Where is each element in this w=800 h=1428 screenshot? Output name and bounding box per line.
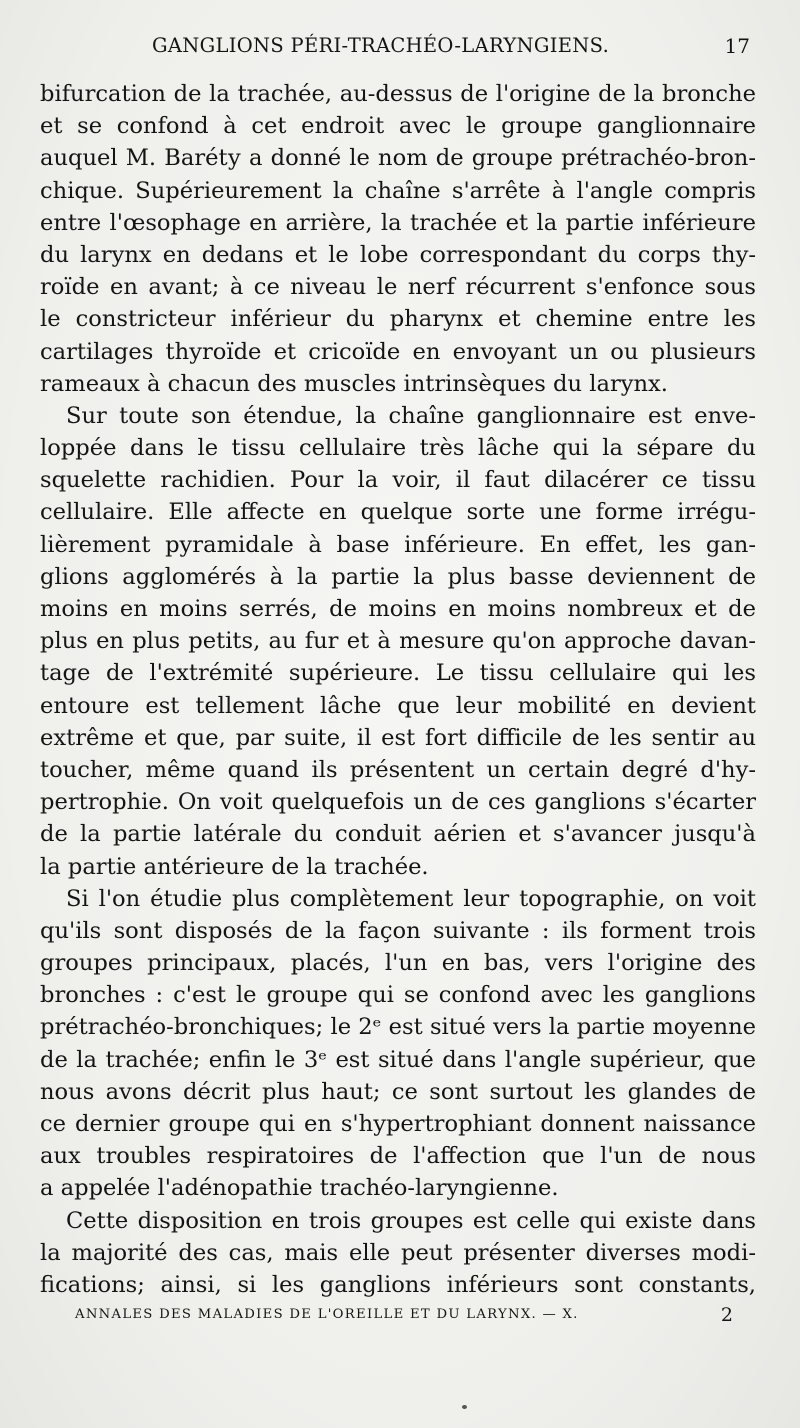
- text-line: moins en moins serrés, de moins en moins nombreux et de: [40, 596, 756, 622]
- text-line: du larynx en dedans et le lobe correspondant du corps thy-: [40, 241, 756, 268]
- text-line: de la partie latérale du conduit aérien et s'avancer jusqu'à: [40, 821, 756, 848]
- text-line: la majorité des cas, mais elle peut présenter diverses modi-: [40, 1239, 756, 1266]
- text-line: loppée dans le tissu cellulaire très lâche qui la sépare du: [40, 435, 756, 462]
- text-line: glions agglomérés à la partie la plus basse deviennent de: [40, 563, 756, 590]
- text-line: Cette disposition en trois groupes est celle qui existe dans: [66, 1207, 756, 1234]
- text-line: bronches : c'est le groupe qui se confond avec les ganglions: [40, 982, 756, 1009]
- text-line: tage de l'extrémité supérieure. Le tissu cellulaire qui les: [40, 660, 756, 687]
- text-line: groupes principaux, placés, l'un en bas, vers l'origine des: [40, 950, 756, 977]
- ink-speck: [462, 1405, 467, 1409]
- text-line: fications; ainsi, si les ganglions inférieurs sont constants,: [40, 1271, 756, 1298]
- text-line: squelette rachidien. Pour la voir, il faut dilacérer ce tissu: [40, 467, 756, 494]
- text-line: qu'ils sont disposés de la façon suivante : ils forment trois: [40, 917, 756, 944]
- text-line: extrême et que, par suite, il est fort difficile de les sentir au: [40, 724, 756, 751]
- text-line: chique. Supérieurement la chaîne s'arrête à l'angle compris: [40, 177, 756, 204]
- signature-number: 2: [720, 1304, 733, 1326]
- text-line: entre l'œsophage en arrière, la trachée et la partie inférieure: [40, 209, 756, 236]
- paragraph-4: [40, 1205, 756, 1302]
- paragraph-1: [40, 78, 756, 400]
- text-line: et se confond à cet endroit avec le groupe ganglionnaire: [40, 113, 756, 140]
- text-line: roïde en avant; à ce niveau le nerf récurrent s'enfonce sous: [40, 274, 756, 301]
- text-line: pertrophie. On voit quelquefois un de ces ganglions s'écarter: [40, 789, 756, 816]
- text-line: auquel M. Barétу a donné le nom de groupe prétrachéo-bron-: [40, 145, 756, 172]
- text-line: la partie antérieure de la trachée.: [40, 853, 429, 880]
- running-title: GANGLIONS PÉRI-TRACHÉO-LARYNGIENS.: [152, 34, 610, 57]
- body-text: [40, 78, 756, 1301]
- text-line: a appelée l'adénopathie trachéo-laryngienne.: [40, 1175, 559, 1202]
- signature-footer: [75, 1304, 745, 1331]
- text-line: Si l'on étudie plus complètement leur topographie, on voit: [66, 885, 756, 912]
- text-line: ce dernier groupe qui en s'hypertrophiant donnent naissance: [40, 1111, 756, 1137]
- paragraph-3: [40, 883, 756, 1205]
- text-line: entoure est tellement lâche que leur mobilité en devient: [40, 692, 756, 719]
- text-line: plus en plus petits, au fur et à mesure qu'on approche davan-: [40, 628, 756, 655]
- running-head: [40, 34, 760, 64]
- page-number: 17: [724, 34, 750, 58]
- text-line: de la trachée; enfin le 3ᵉ est situé dans l'angle supérieur, que: [40, 1046, 756, 1073]
- text-line: rameaux à chacun des muscles intrinsèques du larynx.: [40, 370, 668, 397]
- text-line: Sur toute son étendue, la chaîne ganglionnaire est enve-: [66, 402, 756, 429]
- text-line: le constricteur inférieur du pharynx et chemine entre les: [40, 306, 756, 333]
- text-line: cartilages thyroïde et cricoïde en envoyant un ou plusieurs: [40, 338, 756, 365]
- text-line: nous avons décrit plus haut; ce sont surtout les glandes de: [40, 1078, 756, 1105]
- paragraph-2: [40, 400, 756, 883]
- journal-signature: ANNALES DES MALADIES DE L'OREILLE ET DU LARYNX. — X.: [75, 1307, 579, 1322]
- text-line: toucher, même quand ils présentent un certain degré d'hy-: [40, 756, 756, 783]
- text-line: aux troubles respiratoires de l'affection que l'un de nous: [40, 1143, 756, 1170]
- text-line: cellulaire. Elle affecte en quelque sorte une forme irrégu-: [40, 499, 756, 526]
- text-line: prétrachéo-bronchiques; le 2ᵉ est situé vers la partie moyenne: [40, 1014, 756, 1041]
- text-line: lièrement pyramidale à base inférieure. En effet, les gan-: [40, 531, 756, 558]
- text-line: bifurcation de la trachée, au-dessus de l'origine de la bronche: [40, 81, 756, 107]
